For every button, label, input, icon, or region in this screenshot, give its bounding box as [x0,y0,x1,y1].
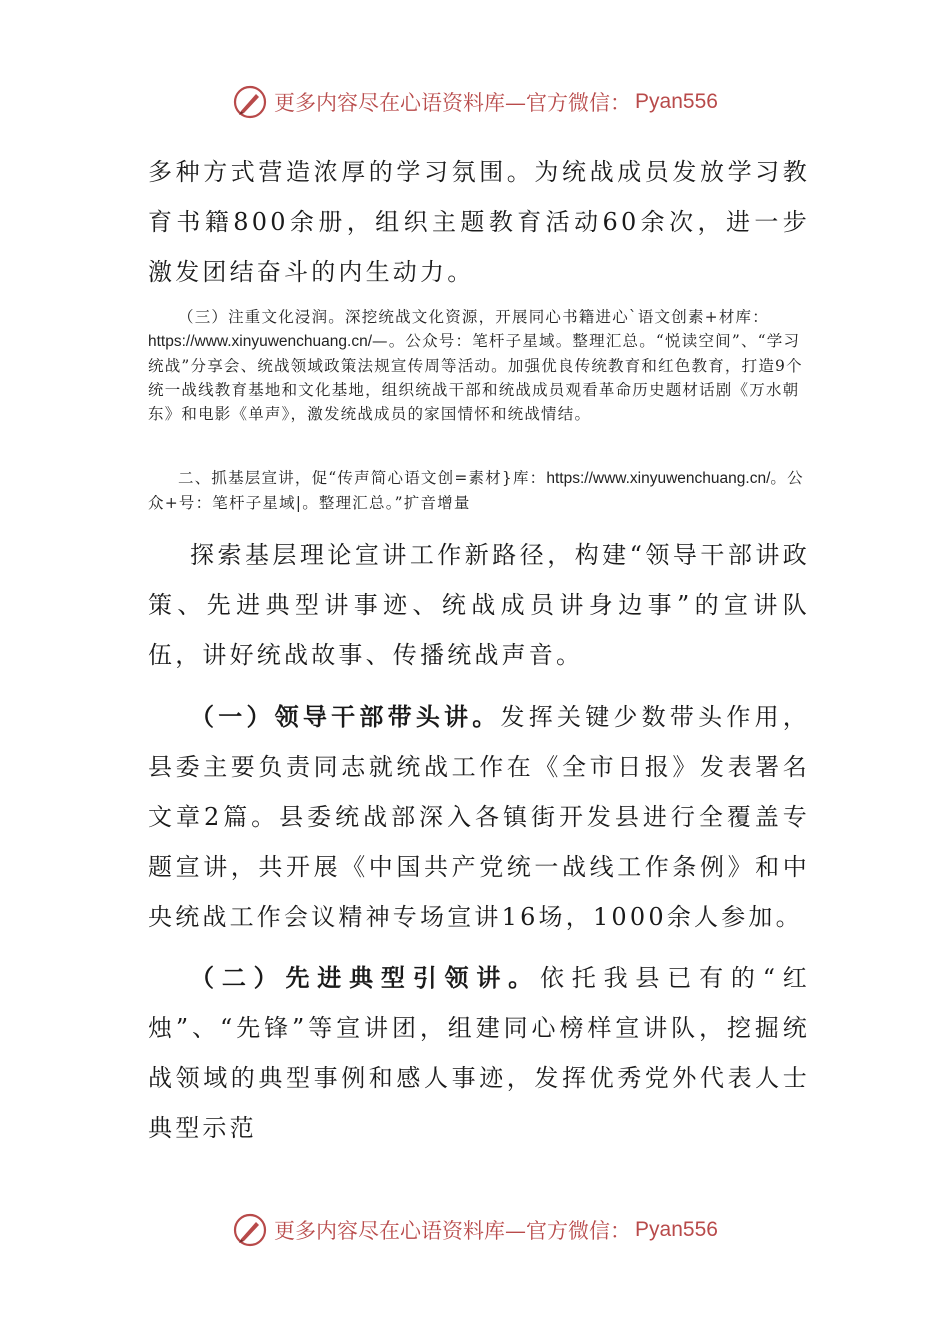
text-segment: 二、抓基层宣讲，促“传声简心语文创=素材}库： [178,469,547,487]
paragraph-3 [148,466,810,515]
banner-wechat: Pyan556 [635,1218,718,1241]
text-segment: 发挥关键少数带头作用，县委主要负责同志就统战工作在《全市日报》发表署名文章2篇。县委统战部深入各镇街开发县进行全覆盖专题宣讲，共开展《中国共产党统一战线工作条例》和中央统战工作会议精神专场宣讲16场，1000余人参加。 [148,703,810,931]
banner-text: 更多内容尽在心语资料库—官方微信： [274,1219,632,1243]
paragraph-2 [148,305,810,426]
small-text [148,305,810,426]
paragraph-1 [148,147,810,297]
text-segment: 依托我县已有的“红烛”、“先锋”等宣讲团，组建同心榜样宣讲队，挖掘统战领域的典型事例和感人事迹，发挥优秀党外代表人士典型示范 [148,964,810,1142]
paragraph-6 [148,953,810,1153]
subheading: （一）领导干部带头讲。 [190,702,501,731]
footer-banner [0,1210,950,1250]
banner-text: 更多内容尽在心语资料库—官方微信： [274,91,632,115]
section-heading-two [148,466,810,515]
body-text [148,692,810,942]
text-segment: 。公众+号：笔杆子星域|。整理汇总。”扩音增量 [148,469,804,512]
body-text [148,953,810,1153]
text-segment: —。公众号：笔杆子星域。整理汇总。“悦读空间”、“学习统战”分享会、统战领域政策法规宣传周等活动。加强优良传统教育和红色教育，打造9个统一战线教育基地和文化基地，组织统战干部和统战成员观看革命历史题材话剧《万水朝东》和电影《单声》，激发统战成员的家国情怀和统战情结。 [148,332,803,423]
pen-logo-icon [232,1212,268,1248]
body-text: 多种方式营造浓厚的学习氛围。为统战成员发放学习教育书籍800余册，组织主题教育活动60余次，进一步激发团结奋斗的内生动力。 [148,158,810,286]
body-text: 探索基层理论宣讲工作新路径，构建“领导干部讲政策、先进典型讲事迹、统战成员讲身边事”的宣讲队伍，讲好统战故事、传播统战声音。 [148,541,810,669]
url-link[interactable]: https://www.xinyuwenchuang.cn/ [148,333,373,350]
url-link[interactable]: https://www.xinyuwenchuang.cn/ [546,470,771,487]
header-banner [0,82,950,122]
paragraph-4 [148,530,810,680]
paragraph-5 [148,692,810,942]
banner-wechat: Pyan556 [635,90,718,113]
pen-logo-icon [232,84,268,120]
text-segment: （三）注重文化浸润。深挖统战文化资源，开展同心书籍进心`语文创素+材库： [178,308,769,326]
subheading: （二）先进典型引领讲。 [190,963,540,992]
